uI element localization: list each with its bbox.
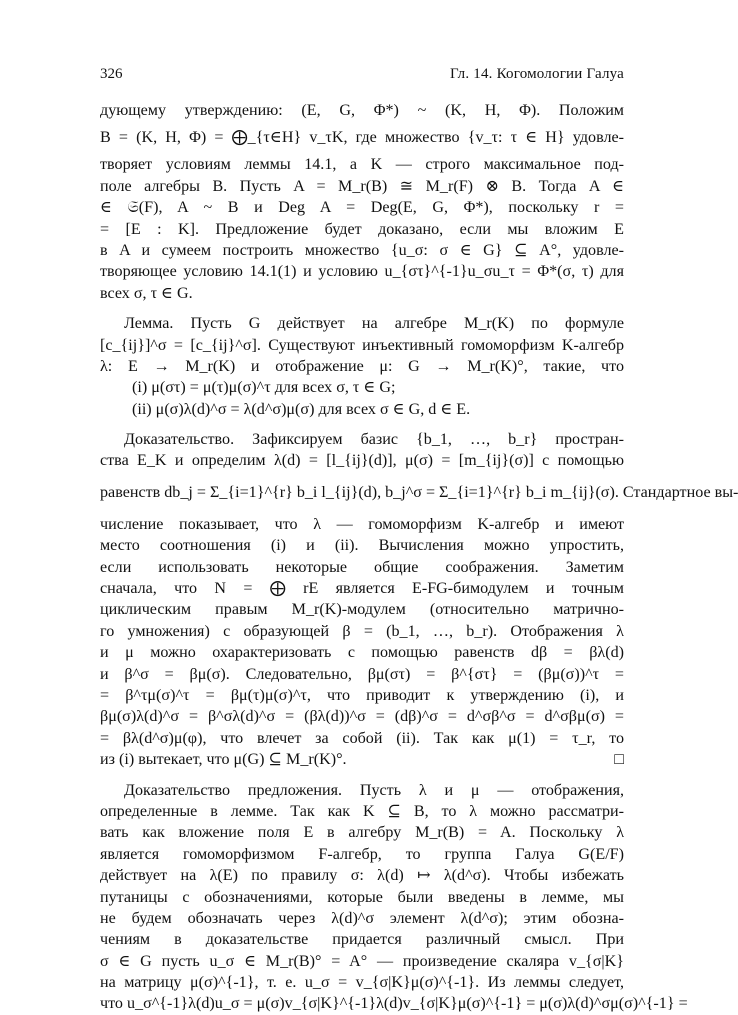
proof-line: если использовать некоторые общие соображения. Заметим — [100, 558, 624, 576]
proof-line: го умножения) с образующей β = (b_1, …, b_r). Отображения λ — [100, 622, 624, 640]
proof-line-text: из (i) вытекает, что μ(G) ⊆ M_r(K)°. — [100, 751, 347, 769]
proof-line: βμ(σ)λ(d)^σ = β^σλ(d)^σ = (βλ(d))^σ = (dβ)^σ = d^σβ^σ = d^σβμ(σ) = — [100, 708, 624, 726]
proposition-proof — [100, 780, 688, 1015]
qed-symbol: □ — [614, 751, 624, 769]
proof-line: на матрицу μ(σ)^{-1}, т. е. u_σ = v_{σ|K}μ(σ)^{-1}. Из леммы следует, — [100, 974, 624, 992]
proof-line: числение показывает, что λ — гомоморфизм K-алгебр и имеют — [100, 515, 624, 533]
text-line: творяет условиям леммы 14.1, а K — строго максимальное под- — [100, 156, 624, 174]
proof-line: = β^τμ(σ)^τ = βμ(τ)μ(σ)^τ, что приводит к утверждению (i), и — [100, 686, 624, 704]
proof-line: циклическим правым M_r(K)-модулем (относительно матрично- — [100, 601, 624, 619]
proof-line: и μ можно охарактеризовать с помощью равенств dβ = βλ(d) — [100, 644, 624, 662]
running-title: Гл. 14. Когомологии Галуа — [449, 66, 624, 82]
lemma-proof — [100, 429, 738, 770]
text-line: творяющее условию 14.1(1) и условию u_{στ}^{-1}u_σu_τ = Φ*(σ, τ) для — [100, 263, 624, 281]
page-body — [100, 100, 738, 1015]
proof-line: равенств db_j = Σ_{i=1}^{r} b_i l_{ij}(d), b_j^σ = Σ_{i=1}^{r} b_i m_{ij}(σ). Стандартное вы- — [100, 483, 738, 501]
proof-line: место соотношения (i) и (ii). Вычисления можно упростить, — [100, 537, 624, 555]
proof-line: чениям в доказательстве придается различный смысл. При — [100, 931, 624, 949]
proof-line: является гомоморфизмом F-алгебр, то группа Галуа G(E/F) — [100, 845, 624, 863]
lemma-statement — [100, 313, 624, 420]
text-line: дующему утверждению: (E, G, Φ*) ~ (K, H, Φ). Положим — [100, 102, 624, 119]
page-number: 326 — [100, 66, 123, 82]
proof-line: ства E_K и определим λ(d) = [l_{ij}(d)], μ(σ) = [m_{ij}(σ)] с помощью — [100, 452, 624, 470]
lemma-item-ii: (ii) μ(σ)λ(d)^σ = λ(d^σ)μ(σ) для всех σ ∈ G, d ∈ E. — [132, 400, 471, 418]
lemma-line: λ: E → M_r(K) и отображение μ: G → M_r(K)°, такие, что — [100, 357, 624, 375]
proof-line: = βλ(d^σ)μ(φ), что влечет за собой (ii). Так как μ(1) = τ_r, то — [100, 729, 624, 747]
proof-line: Доказательство предложения. Пусть λ и μ — отображения, — [124, 781, 624, 799]
text-line: в A и сумеем построить множество {u_σ: σ ∈ G} ⊆ A°, удовле- — [100, 241, 624, 259]
paragraph-intro — [100, 100, 624, 304]
text-line: всех σ, τ ∈ G. — [100, 284, 193, 302]
proof-line: определенные в лемме. Так как K ⊆ B, то λ можно рассматри- — [100, 802, 624, 820]
proof-line: действует на λ(E) по правилу σ: λ(d) ↦ λ(d^σ). Чтобы избежать — [100, 867, 624, 885]
page-header — [100, 66, 624, 92]
text-line: B = (K, H, Φ) = ⨁_{τ∈H} v_τK, где множество {v_τ: τ ∈ H} удовле- — [100, 129, 624, 147]
text-line: поле алгебры B. Пусть A = M_r(B) ≅ M_r(F) ⊗ B. Тогда A ∈ — [100, 177, 624, 195]
lemma-line: [c_{ij}]^σ = [c_{ij}^σ]. Существуют инъективный гомоморфизм K-алгебр — [100, 336, 624, 354]
proof-line: не будем обозначать через λ(d)^σ элемент λ(d^σ); этим обозна- — [100, 909, 624, 927]
proof-line: Доказательство. Зафиксируем базис {b_1, …, b_r} простран- — [124, 431, 624, 449]
proof-line: σ ∈ G пусть u_σ ∈ M_r(B)° = A° — произведение скаляра v_{σ|K} — [100, 952, 624, 970]
proof-line-last — [100, 749, 624, 770]
lemma-line: Лемма. Пусть G действует на алгебре M_r(K) по формуле — [124, 315, 624, 333]
text-line: = [E : K]. Предложение будет доказано, если мы вложим E — [100, 220, 624, 238]
proof-line: вать как вложение поля E в алгебру M_r(B) = A. Поскольку λ — [100, 824, 624, 842]
proof-line: сначала, что N = ⨁ rE является E-FG-бимодулем и точным — [100, 580, 624, 598]
text-line: ∈ 𝔖(F), A ~ B и Deg A = Deg(E, G, Φ*), поскольку r = — [100, 199, 624, 217]
proof-line: путаницы с обозначениями, которые были введены в лемме, мы — [100, 888, 624, 906]
proof-line: что u_σ^{-1}λ(d)u_σ = μ(σ)v_{σ|K}^{-1}λ(d)v_{σ|K}μ(σ)^{-1} = μ(σ)λ(d)^σμ(σ)^{-1} = — [100, 995, 688, 1013]
lemma-item-i: (i) μ(στ) = μ(τ)μ(σ)^τ для всех σ, τ ∈ G; — [132, 379, 396, 397]
proof-line: и β^σ = βμ(σ). Следовательно, βμ(στ) = β^{στ} = (βμ(σ))^τ = — [100, 665, 624, 683]
